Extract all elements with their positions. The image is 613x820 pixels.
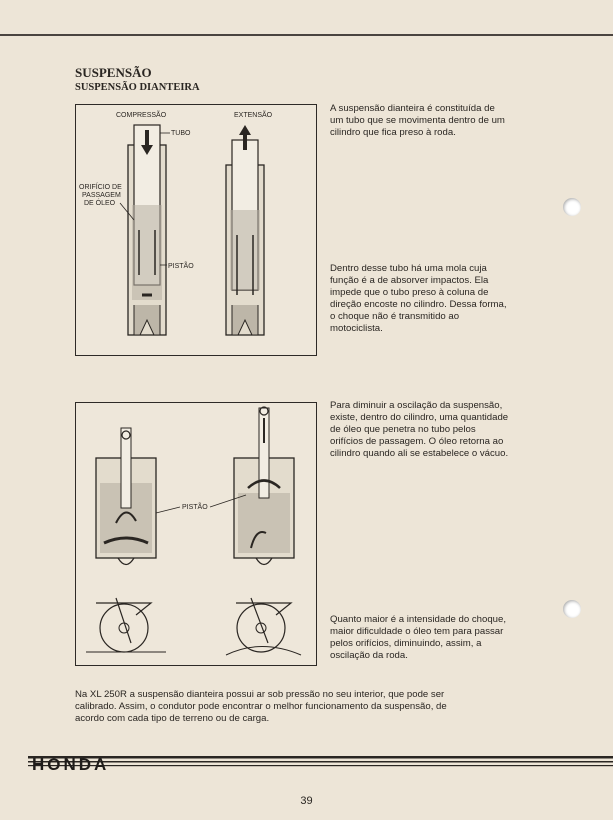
paragraph-1: A suspensão dianteira é constituída de um tubo que se movimenta dentro de um cilindro que fica preso à roda. bbox=[330, 103, 505, 138]
figure-fork-diagram bbox=[75, 104, 317, 356]
brand-bar bbox=[28, 756, 613, 770]
paragraph-2: Dentro desse tubo há uma mola cuja função é a de absorver impactos. Ela impede que o tubo preso à coluna de direção encoste no cilindro. Dessa forma, o choque não é transmitido ao motociclista. bbox=[330, 263, 507, 334]
binder-hole-top bbox=[563, 198, 581, 216]
page-number: 39 bbox=[300, 795, 313, 807]
label-orifice-2: PASSAGEM bbox=[82, 192, 121, 199]
paragraph-4: Quanto maior é a intensidade do choque, maior dificuldade o óleo tem para passar pelos orifícios, diminuindo, assim, a oscilação da roda. bbox=[330, 614, 507, 661]
fork-compression bbox=[128, 125, 166, 335]
label-piston: PISTÃO bbox=[168, 263, 194, 270]
label-extension: EXTENSÃO bbox=[234, 112, 273, 119]
label-piston-2: PISTÃO bbox=[182, 504, 208, 511]
paragraph-3: Para diminuir a oscilação da suspensão, existe, dentro do cilindro, uma quantidade de óleo que penetra no tubo pelos orifícios de passagem. O óleo retorna ao cilindro quando ali se estabelece o vácuo. bbox=[330, 400, 509, 459]
label-compression: COMPRESSÃO bbox=[116, 112, 167, 119]
figure-piston-diagram bbox=[75, 402, 317, 666]
cylinder-extension bbox=[234, 407, 294, 565]
wheel-left bbox=[86, 598, 166, 652]
fork-extension bbox=[226, 125, 264, 335]
top-rule bbox=[0, 34, 613, 36]
label-orifice-3: DE ÓLEO bbox=[84, 200, 116, 207]
cylinder-compression bbox=[96, 428, 156, 565]
label-tube: TUBO bbox=[171, 130, 191, 137]
binder-hole-bottom bbox=[563, 600, 581, 618]
page-subtitle: SUSPENSÃO DIANTEIRA bbox=[75, 82, 200, 93]
fork-diagram-svg bbox=[76, 105, 316, 355]
bottom-paragraph: Na XL 250R a suspensão dianteira possui ar sob pressão no seu interior, que pode ser calibrado. Assim, o condutor pode encontrar o melhor funcionamento da suspensão, de acordo com cada tipo de terreno ou de carga. bbox=[75, 689, 447, 724]
wheel-right bbox=[226, 598, 301, 655]
piston-diagram-svg bbox=[76, 403, 316, 665]
label-orifice-1: ORIFÍCIO DE bbox=[79, 184, 122, 191]
brand-logo: HONDA bbox=[32, 756, 110, 770]
page-title: SUSPENSÃO bbox=[75, 65, 152, 80]
